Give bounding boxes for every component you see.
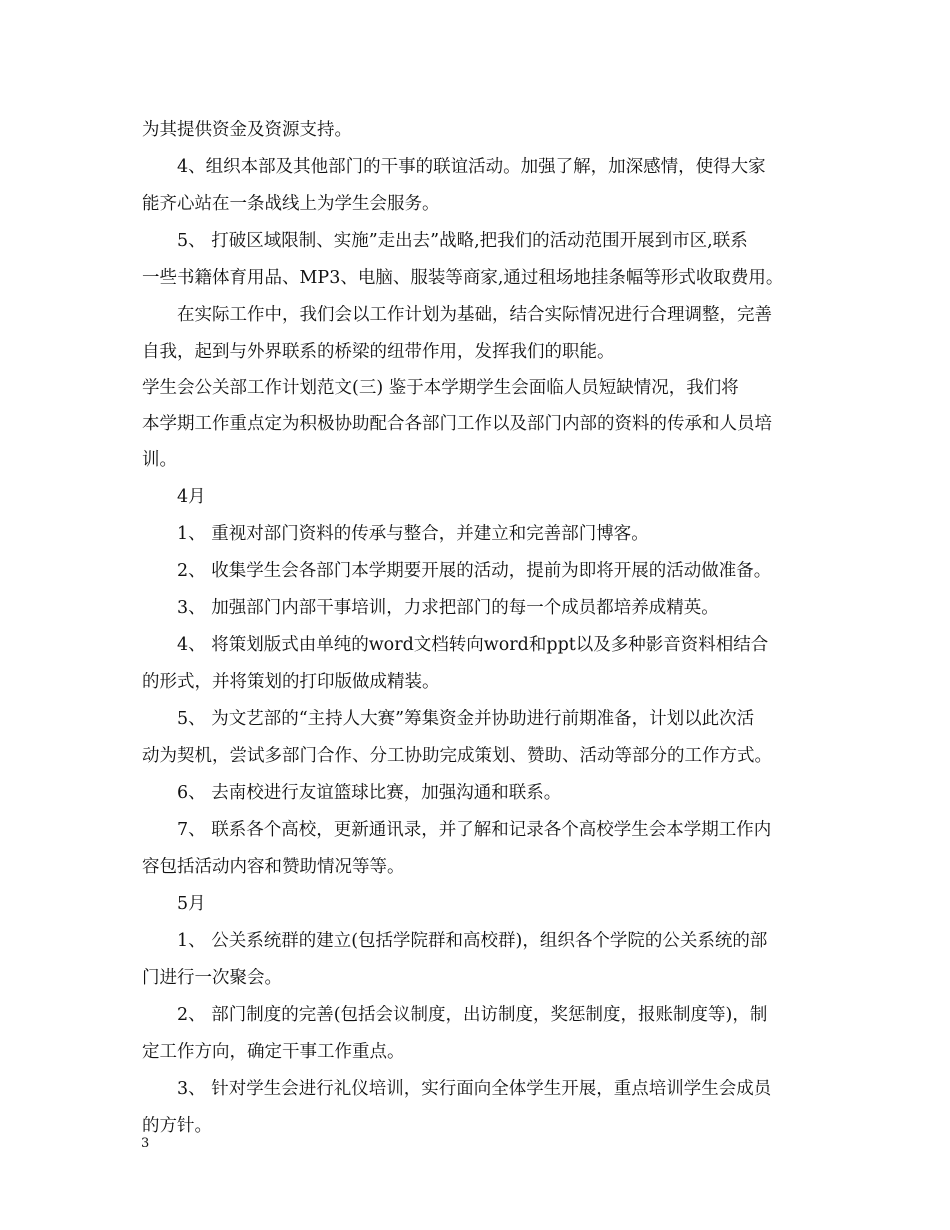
paragraph-line: 5、 打破区域限制、实施”走出去”战略,把我们的活动范围开展到市区,联系: [177, 231, 748, 251]
paragraph-line: 的形式，并将策划的打印版做成精装。: [142, 672, 440, 692]
paragraph-line: 一些书籍体育用品、MP3、电脑、服装等商家,通过租场地挂条幅等形式收取费用。: [142, 268, 784, 288]
paragraph-line: 4、组织本部及其他部门的干事的联谊活动。加强了解，加深感情，使得大家: [177, 157, 766, 177]
list-item: 7、 联系各个高校，更新通讯录，并了解和记录各个高校学生会本学期工作内: [177, 820, 772, 840]
paragraph-line: 动为契机，尝试多部门合作、分工协助完成策划、赞助、活动等部分的工作方式。: [142, 746, 772, 766]
paragraph-line: 能齐心站在一条战线上为学生会服务。: [142, 194, 440, 214]
paragraph-line: 的方针。: [142, 1116, 212, 1136]
list-item: 3、 针对学生会进行礼仪培训，实行面向全体学生开展，重点培训学生会成员: [177, 1079, 772, 1099]
paragraph-line: 在实际工作中，我们会以工作计划为基础，结合实际情况进行合理调整，完善: [177, 305, 772, 325]
list-item: 2、 部门制度的完善(包括会议制度，出访制度，奖惩制度，报账制度等)，制: [177, 1005, 768, 1025]
list-item: 1、 重视对部门资料的传承与整合，并建立和完善部门博客。: [177, 524, 649, 544]
list-item: 6、 去南校进行友谊篮球比赛，加强沟通和联系。: [177, 783, 562, 803]
list-item: 4、 将策划版式由单纯的word文档转向word和ppt以及多种影音资料相结合: [177, 635, 769, 655]
list-item: 2、 收集学生会各部门本学期要开展的活动，提前为即将开展的活动做准备。: [177, 561, 772, 581]
list-item: 3、 加强部门内部干事培训，力求把部门的每一个成员都培养成精英。: [177, 598, 719, 618]
month-heading: 4月: [177, 487, 206, 507]
paragraph-line: 自我，起到与外界联系的桥梁的纽带作用，发挥我们的职能。: [142, 342, 615, 362]
section-title-line: 学生会公关部工作计划范文(三) 鉴于本学期学生会面临人员短缺情况，我们将: [142, 378, 739, 398]
paragraph-line: 门进行一次聚会。: [142, 968, 282, 988]
paragraph-line: 为其提供资金及资源支持。: [142, 120, 352, 140]
month-heading: 5月: [177, 894, 206, 914]
paragraph-line: 训。: [142, 450, 177, 470]
page-number: 3: [141, 1136, 150, 1151]
paragraph-line: 定工作方向，确定干事工作重点。: [142, 1042, 405, 1062]
paragraph-line: 本学期工作重点定为积极协助配合各部门工作以及部门内部的资料的传承和人员培: [142, 414, 772, 434]
list-item: 5、 为文艺部的“主持人大赛”筹集资金并协助进行前期准备，计划以此次活: [177, 709, 755, 729]
list-item: 1、 公关系统群的建立(包括学院群和高校群)，组织各个学院的公关系统的部: [177, 931, 768, 951]
paragraph-line: 容包括活动内容和赞助情况等等。: [142, 857, 405, 877]
